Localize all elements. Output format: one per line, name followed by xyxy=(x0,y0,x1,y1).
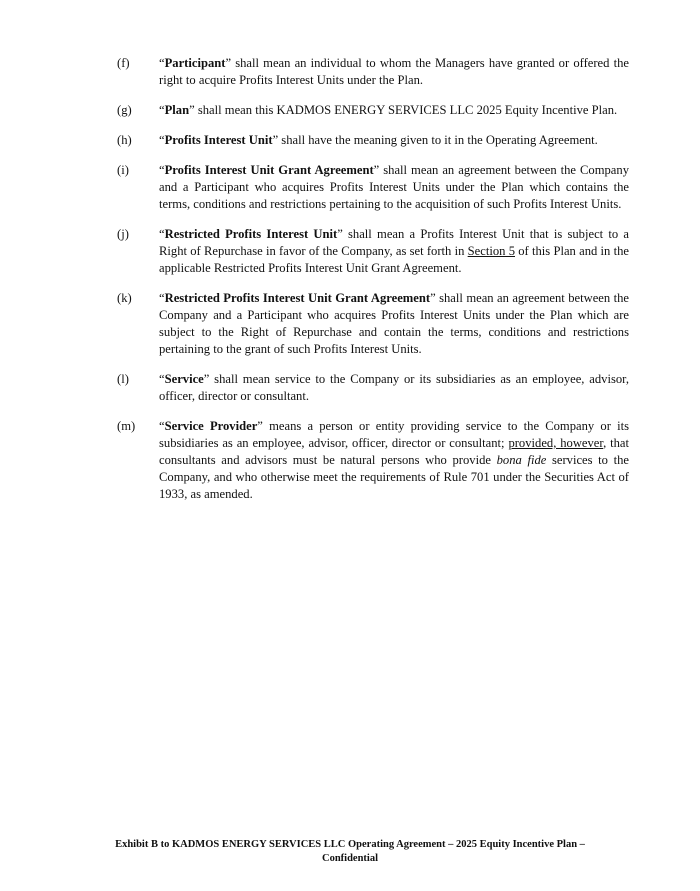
definition-text xyxy=(159,132,629,149)
definition-marker: (g) xyxy=(117,103,132,117)
defined-term: Restricted Profits Interest Unit Grant Agreement xyxy=(164,291,431,305)
defined-term: Service xyxy=(164,372,204,386)
definition-text xyxy=(159,226,629,277)
definition-body: shall mean an agreement between the Company and a Participant who acquires Profits Interest Units under the Plan which are subject to the Right of Repurchase and contain the terms, conditions and restrictions pertaining to the grant of such Profits Interest Units. xyxy=(159,291,629,356)
defined-term: Profits Interest Unit xyxy=(164,133,273,147)
definition-body: shall mean a Profits Interest Unit that is subject to a Right of Repurchase in favor of the Company, as set forth in xyxy=(159,227,629,258)
open-quote: “ xyxy=(159,227,165,241)
page-footer xyxy=(90,838,610,866)
definition-text xyxy=(159,55,629,89)
open-quote: “ xyxy=(159,372,165,386)
close-quote: ” xyxy=(225,56,232,70)
definition-body: shall mean this KADMOS ENERGY SERVICES LLC 2025 Equity Incentive Plan. xyxy=(194,103,618,117)
close-quote: ” xyxy=(373,163,380,177)
close-quote: ” xyxy=(203,372,210,386)
definition-marker: (j) xyxy=(117,227,129,241)
defined-term: Plan xyxy=(164,103,190,117)
definition-body: shall mean an agreement between the Company and a Participant who acquires Profits Interest Units under the Plan which contains the terms, conditions and restrictions pertaining to the acquisition of such Profits Interest Units. xyxy=(159,163,629,211)
definition-body-continued: of this Plan and in the applicable Restricted Profits Interest Unit Grant Agreement. xyxy=(159,244,629,275)
definition-text xyxy=(159,371,629,405)
definition-text xyxy=(159,102,629,119)
definition-item-g xyxy=(117,102,629,119)
defined-term: Service Provider xyxy=(164,419,258,433)
footer-line-2: Confidential xyxy=(321,853,378,864)
definition-text xyxy=(159,290,629,358)
definition-body: shall have the meaning given to it in the Operating Agreement. xyxy=(278,133,598,147)
close-quote: ” xyxy=(430,291,436,305)
definition-body-continued: services to the Company, and who otherwise meet the requirements of Rule 701 under the Securities Act of 1933, as amended. xyxy=(159,453,630,501)
definition-body: shall mean service to the Company or its subsidiaries as an employee, advisor, officer, director or consultant. xyxy=(159,372,629,403)
definition-item-f xyxy=(117,55,629,89)
definition-text xyxy=(159,162,629,213)
proviso-phrase: provided, however xyxy=(508,436,604,450)
close-quote: ” xyxy=(189,103,195,117)
definition-body: means a person or entity providing service to the Company or its subsidiaries as an employee, advisor, officer, director or consultant; xyxy=(159,419,630,450)
definitions-list xyxy=(117,55,629,516)
definition-body: shall mean an individual to whom the Managers have granted or offered the right to acquire Profits Interest Units under the Plan. xyxy=(159,56,629,87)
defined-term: Participant xyxy=(164,56,226,70)
close-quote: ” xyxy=(337,227,343,241)
definition-item-i xyxy=(117,162,629,213)
definition-marker: (f) xyxy=(117,56,130,70)
open-quote: “ xyxy=(159,419,165,433)
definition-marker: (l) xyxy=(117,372,129,386)
definition-text xyxy=(159,418,629,503)
definition-item-k xyxy=(117,290,629,358)
open-quote: “ xyxy=(159,103,165,117)
defined-term: Restricted Profits Interest Unit xyxy=(164,227,338,241)
open-quote: “ xyxy=(159,163,165,177)
definition-marker: (h) xyxy=(117,133,132,147)
close-quote: ” xyxy=(257,419,263,433)
close-quote: ” xyxy=(272,133,279,147)
footer-line-1: Exhibit B to KADMOS ENERGY SERVICES LLC Operating Agreement – 2025 Equity Incentive Plan – xyxy=(115,839,585,850)
open-quote: “ xyxy=(159,56,165,70)
definition-marker: (m) xyxy=(117,419,136,433)
latin-phrase: bona fide xyxy=(496,453,547,467)
definition-body-middle: , that consultants and advisors must be natural persons who provide xyxy=(159,436,630,467)
definition-item-j xyxy=(117,226,629,277)
definition-item-m xyxy=(117,418,629,503)
definition-item-l xyxy=(117,371,629,405)
open-quote: “ xyxy=(159,133,165,147)
defined-term: Profits Interest Unit Grant Agreement xyxy=(164,163,374,177)
definition-item-h xyxy=(117,132,629,149)
definition-marker: (i) xyxy=(117,163,129,177)
section-reference: Section 5 xyxy=(467,244,515,258)
definition-marker: (k) xyxy=(117,291,132,305)
open-quote: “ xyxy=(159,291,165,305)
